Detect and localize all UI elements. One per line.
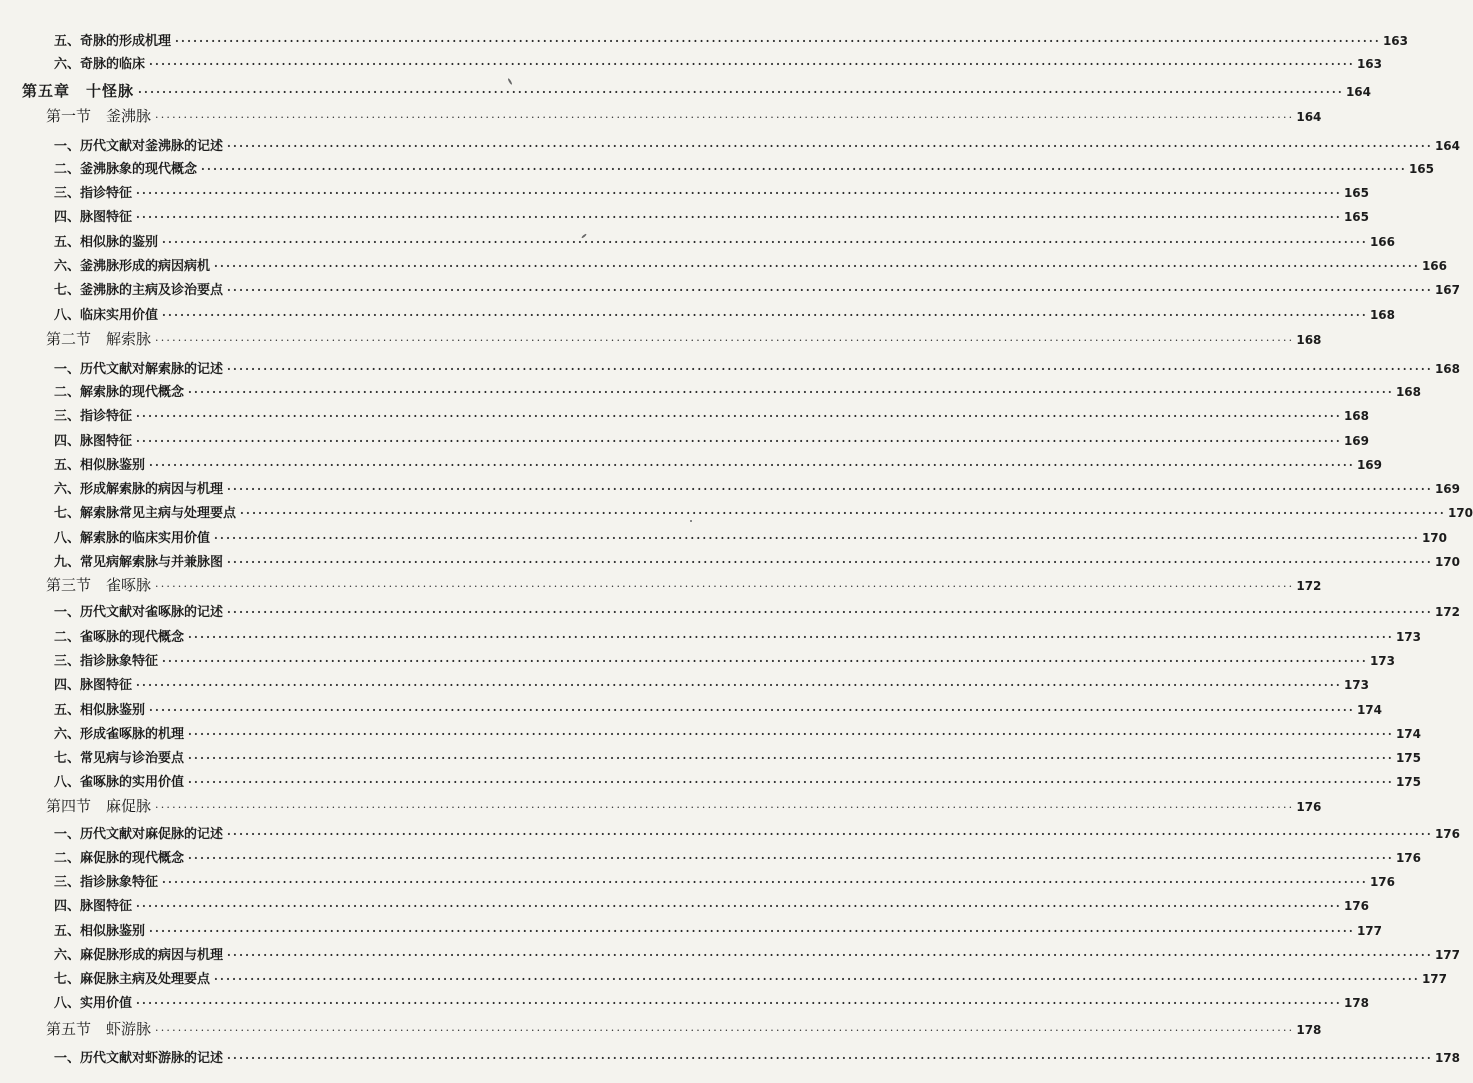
toc-entry-title: 第五节 虾游脉 [46,1020,152,1038]
toc-page-number: 166 [1421,259,1447,273]
toc-entry-title: 二、解索脉的现代概念 [54,385,185,400]
toc-entry-item [0,626,1421,645]
toc-page-number: 177 [1434,948,1460,962]
dot-leader: ········································································································································································································ [155,334,1295,347]
toc-page-number: 174 [1395,727,1421,741]
toc-entry-item [0,527,1447,546]
dot-leader: ········································································································································································································ [136,997,1342,1010]
toc-entry-item [0,158,1434,177]
dot-leader: ········································································································································································································ [227,949,1433,962]
toc-page-number: 164 [1345,85,1371,99]
toc-entry-title: 七、釜沸脉的主病及诊治要点 [54,283,224,298]
toc-entry-title: 六、形成解索脉的病因与机理 [54,482,224,497]
toc-entry-item [0,551,1460,570]
toc-page-number: 173 [1343,678,1369,692]
toc-entry-title: 四、脉图特征 [54,678,133,693]
toc-page-number: 178 [1434,1051,1460,1065]
dot-leader: ········································································································································································································ [227,828,1433,841]
toc-entry-item [0,206,1369,225]
toc-page-number: 172 [1434,605,1460,619]
dot-leader: ········································································································································································································ [155,801,1295,814]
dot-leader: ········································································································································································································ [155,111,1295,124]
toc-entry-title: 四、脉图特征 [54,434,133,449]
dot-leader: ········································································································································································································ [162,655,1368,668]
dot-leader: ········································································································································································································ [149,58,1355,71]
dot-leader: ········································································································································································································ [149,704,1355,717]
toc-entry-section [0,795,1322,816]
toc-page-number: 165 [1343,186,1369,200]
dot-leader: ········································································································································································································ [201,163,1407,176]
dot-leader: ········································································································································································································ [227,556,1433,569]
dot-leader: ········································································································································································································ [188,728,1394,741]
toc-entry-item [0,699,1382,718]
toc-entry-item [0,381,1421,400]
dot-leader: ········································································································································································································ [188,852,1394,865]
toc-entry-item [0,231,1395,250]
toc-entry-item [0,1047,1460,1066]
toc-entry-title: 三、指诊脉象特征 [54,875,159,890]
dot-leader: ········································································································································································································ [155,1024,1295,1037]
toc-page-number: 174 [1356,703,1382,717]
toc-page-number: 167 [1434,283,1460,297]
toc-page-number: 176 [1395,851,1421,865]
dot-leader: ········································································································································································································ [149,925,1355,938]
toc-page-number: 166 [1369,235,1395,249]
dot-leader: ········································································································································································································ [188,776,1394,789]
toc-entry-item [0,358,1460,377]
toc-entry-item [0,30,1408,49]
scan-speck [690,520,692,522]
toc-entry-item [0,723,1421,742]
toc-entry-title: 五、相似脉的鉴别 [54,235,159,250]
toc-entry-title: 第三节 雀啄脉 [46,576,152,594]
toc-entry-item [0,771,1421,790]
toc-entry-title: 三、指诊脉象特征 [54,654,159,669]
toc-page-number: 169 [1343,434,1369,448]
toc-entry-title: 五、奇脉的形成机理 [54,34,172,49]
toc-entry-item [0,747,1421,766]
toc-entry-title: 二、釜沸脉象的现代概念 [54,162,198,177]
toc-entry-title: 二、麻促脉的现代概念 [54,851,185,866]
toc-page-number: 170 [1434,555,1460,569]
toc-entry-item [0,895,1369,914]
toc-page-number: 168 [1343,409,1369,423]
dot-leader: ········································································································································································································ [136,435,1342,448]
toc-page-number: 178 [1296,1023,1322,1037]
dot-leader: ········································································································································································································ [227,140,1433,153]
toc-page-number: 175 [1395,751,1421,765]
toc-entry-title: 六、釜沸脉形成的病因病机 [54,259,211,274]
dot-leader: ········································································································································································································ [214,260,1420,273]
toc-entry-title: 一、历代文献对雀啄脉的记述 [54,605,224,620]
toc-entry-item [0,968,1447,987]
toc-entry-section [0,328,1322,349]
dot-leader: ········································································································································································································ [162,876,1368,889]
toc-entry-item [0,823,1460,842]
toc-page-number: 168 [1369,308,1395,322]
dot-leader: ········································································································································································································ [188,386,1394,399]
toc-entry-title: 一、历代文献对虾游脉的记述 [54,1051,224,1066]
toc-entry-item [0,454,1382,473]
toc-entry-item [0,847,1421,866]
toc-page-number: 169 [1356,458,1382,472]
toc-page-number: 170 [1447,506,1473,520]
dot-leader: ········································································································································································································ [138,86,1344,99]
toc-entry-title: 八、解索脉的临床实用价值 [54,531,211,546]
toc-entry-item [0,920,1382,939]
toc-page-number: 165 [1408,162,1434,176]
toc-page-number: 168 [1296,333,1322,347]
toc-entry-title: 七、解索脉常见主病与处理要点 [54,506,237,521]
dot-leader: ········································································································································································································ [175,35,1381,48]
toc-page-number: 170 [1421,531,1447,545]
toc-page-number: 176 [1296,800,1322,814]
dot-leader: ········································································································································································································ [136,410,1342,423]
toc-entry-item [0,279,1460,298]
toc-entry-item [0,944,1460,963]
dot-leader: ········································································································································································································ [227,363,1433,376]
dot-leader: ········································································································································································································ [227,1052,1433,1065]
toc-entry-section [0,1018,1322,1039]
toc-entry-title: 一、历代文献对解索脉的记述 [54,362,224,377]
toc-entry-item [0,135,1460,154]
toc-entry-item [0,601,1460,620]
dot-leader: ········································································································································································································ [227,284,1433,297]
toc-entry-section [0,105,1322,126]
toc-entry-title: 一、历代文献对釜沸脉的记述 [54,139,224,154]
toc-page-number: 175 [1395,775,1421,789]
toc-page-number: 169 [1434,482,1460,496]
toc-entry-item [0,430,1369,449]
dot-leader: ········································································································································································································ [149,459,1355,472]
toc-entry-title: 第一节 釜沸脉 [46,107,152,125]
toc-entry-title: 一、历代文献对麻促脉的记述 [54,827,224,842]
toc-page-number: 177 [1421,972,1447,986]
toc-entry-title: 四、脉图特征 [54,210,133,225]
toc-entry-item [0,53,1382,72]
toc-entry-title: 六、形成雀啄脉的机理 [54,727,185,742]
toc-entry-title: 五、相似脉鉴别 [54,924,146,939]
toc-entry-item [0,255,1447,274]
toc-entry-title: 二、雀啄脉的现代概念 [54,630,185,645]
dot-leader: ········································································································································································································ [227,606,1433,619]
toc-page-number: 163 [1382,34,1408,48]
toc-page-number: 172 [1296,579,1322,593]
toc-entry-item [0,674,1369,693]
toc-entry-item [0,502,1473,521]
toc-page-number: 176 [1369,875,1395,889]
toc-entry-item [0,650,1395,669]
toc-entry-title: 三、指诊特征 [54,409,133,424]
toc-page-number: 164 [1296,110,1322,124]
toc-entry-title: 八、临床实用价值 [54,308,159,323]
toc-entry-title: 五、相似脉鉴别 [54,458,146,473]
toc-entry-item [0,478,1460,497]
toc-entry-title: 第二节 解索脉 [46,330,152,348]
toc-entry-title: 四、脉图特征 [54,899,133,914]
toc-page-number: 168 [1395,385,1421,399]
dot-leader: ········································································································································································································ [188,752,1394,765]
toc-page-number: 164 [1434,139,1460,153]
toc-entry-item [0,871,1395,890]
dot-leader: ········································································································································································································ [214,973,1420,986]
toc-entry-title: 八、实用价值 [54,996,133,1011]
toc-page-number: 165 [1343,210,1369,224]
toc-entry-title: 第五章 十怪脉 [22,82,135,100]
toc-entry-chapter [0,80,1371,101]
dot-leader: ········································································································································································································ [214,532,1420,545]
toc-entry-title: 三、指诊特征 [54,186,133,201]
dot-leader: ········································································································································································································ [227,483,1433,496]
toc-page-number: 178 [1343,996,1369,1010]
toc-page-number: 176 [1343,899,1369,913]
dot-leader: ········································································································································································································ [240,507,1446,520]
toc-page-number: 177 [1356,924,1382,938]
toc-entry-title: 七、常见病与诊治要点 [54,751,185,766]
toc-entry-title: 六、麻促脉形成的病因与机理 [54,948,224,963]
toc-page-number: 173 [1369,654,1395,668]
toc-entry-title: 六、奇脉的临床 [54,57,146,72]
dot-leader: ········································································································································································································ [136,187,1342,200]
dot-leader: ········································································································································································································ [136,900,1342,913]
toc-entry-item [0,405,1369,424]
toc-entry-title: 九、常见病解索脉与并兼脉图 [54,555,224,570]
toc-entry-title: 七、麻促脉主病及处理要点 [54,972,211,987]
dot-leader: ········································································································································································································ [162,309,1368,322]
toc-entry-item [0,992,1369,1011]
toc-entry-section [0,574,1322,595]
toc-page-number: 173 [1395,630,1421,644]
toc-page-number: 176 [1434,827,1460,841]
toc-entry-item [0,182,1369,201]
toc-entry-item [0,304,1395,323]
toc-page-number: 168 [1434,362,1460,376]
dot-leader: ········································································································································································································ [162,236,1368,249]
dot-leader: ········································································································································································································ [155,580,1295,593]
toc-entry-title: 五、相似脉鉴别 [54,703,146,718]
toc-page-number: 163 [1356,57,1382,71]
dot-leader: ········································································································································································································ [136,211,1342,224]
dot-leader: ········································································································································································································ [136,679,1342,692]
dot-leader: ········································································································································································································ [188,631,1394,644]
toc-entry-title: 第四节 麻促脉 [46,797,152,815]
toc-entry-title: 八、雀啄脉的实用价值 [54,775,185,790]
